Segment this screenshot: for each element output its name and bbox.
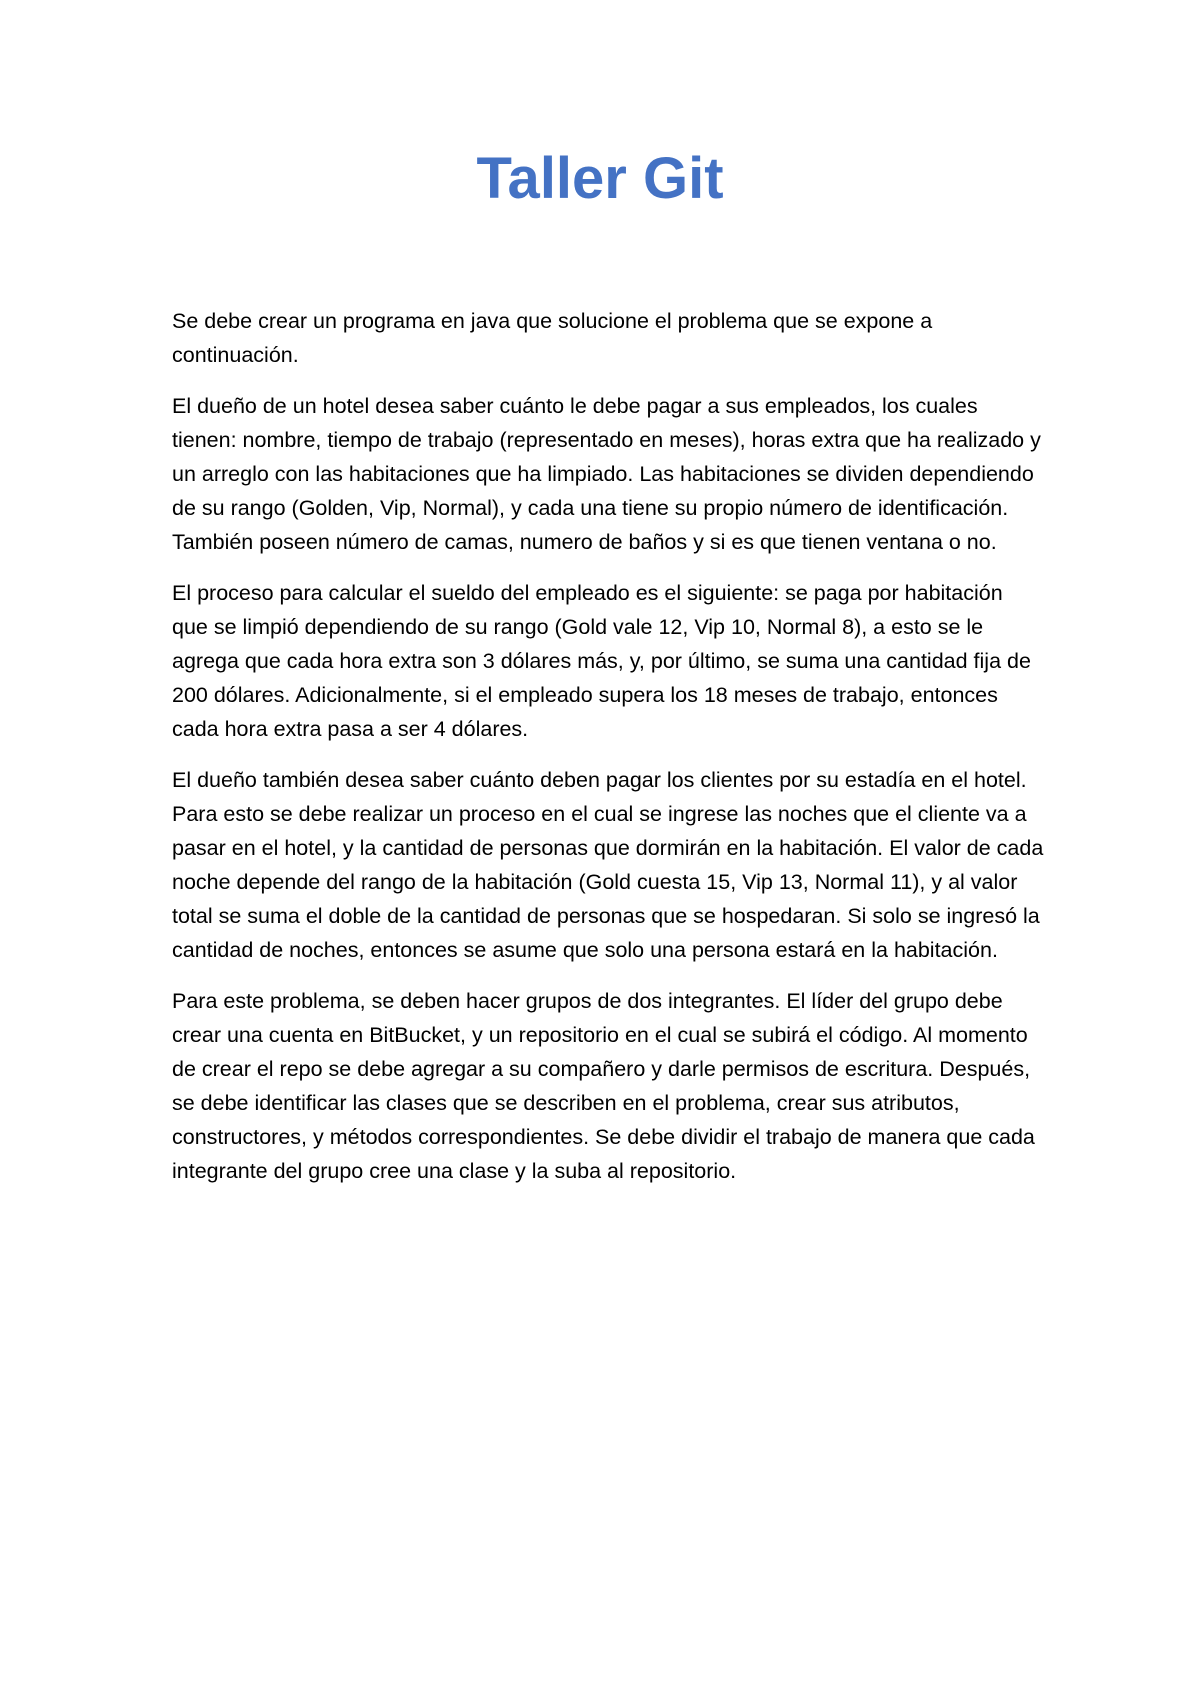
paragraph-client-payment: El dueño también desea saber cuánto deben pagar los clientes por su estadía en el hotel. Para esto se debe realizar un proceso en el cual se ingrese las noches que el cliente va a pasar en el hotel, y la cantidad de personas que dormirán en la habitación. El valor de cada noche depende del rango de la habitación (Gold cuesta 15, Vip 13, Normal 11), y al valor total se suma el doble de la cantidad de personas que se hospedaran. Si solo se ingresó la cantidad de noches, entonces se asume que solo una persona estará en la habitación. <box>172 768 1044 962</box>
paragraph-salary-process: El proceso para calcular el sueldo del empleado es el siguiente: se paga por habitación que se limpió dependiendo de su rango (Gold vale 12, Vip 10, Normal 8), a esto se le agrega que cada hora extra son 3 dólares más, y, por último, se suma una cantidad fija de 200 dólares. Adicionalmente, si el empleado supera los 18 meses de trabajo, entonces cada hora extra pasa a ser 4 dólares. <box>172 581 1031 741</box>
document-body <box>172 304 1044 1205</box>
paragraph-group-instructions: Para este problema, se deben hacer grupos de dos integrantes. El líder del grupo debe crear una cuenta en BitBucket, y un repositorio en el cual se subirá el código. Al momento de crear el repo se debe agregar a su compañero y darle permisos de escritura. Después, se debe identificar las clases que se describen en el problema, crear sus atributos, constructores, y métodos correspondientes. Se debe dividir el trabajo de manera que cada integrante del grupo cree una clase y la suba al repositorio. <box>172 989 1035 1183</box>
paragraph-intro: Se debe crear un programa en java que solucione el problema que se expone a continuación. <box>172 309 933 367</box>
paragraph-hotel-employees: El dueño de un hotel desea saber cuánto le debe pagar a sus empleados, los cuales tienen: nombre, tiempo de trabajo (representado en meses), horas extra que ha realizado y un arreglo con las habitaciones que ha limpiado. Las habitaciones se dividen dependiendo de su rango (Golden, Vip, Normal), y cada una tiene su propio número de identificación. También poseen número de camas, numero de baños y si es que tienen ventana o no. <box>172 394 1041 554</box>
document-title: Taller Git <box>476 146 724 211</box>
